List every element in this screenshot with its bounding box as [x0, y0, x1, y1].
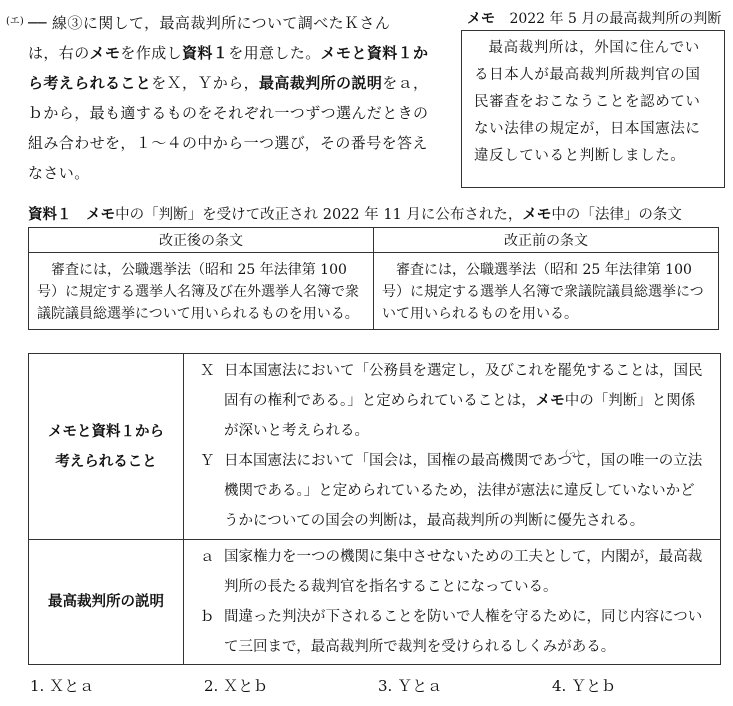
question-line: ら考えられることをＸ，Ｙから，最高裁判所の説明をａ， [28, 74, 429, 92]
memo-text: 最高裁判所は，外国に住んでいる日本人が最高裁判所裁判官の国民審査をおこなうことを認めていない法律の規定が，日本国憲法に違反していると判断しました。 [474, 40, 701, 164]
question-line: なさい。 [28, 164, 90, 182]
col-before-header: 改正前の条文 [374, 228, 719, 253]
after-article-text: 審査には，公職選挙法（昭和 25 年法律第 100 号）に規定する選挙人名簿及び在外選挙人名簿で衆議院議員総選挙について用いられるものを用いる。 [29, 253, 374, 330]
choice-tag: Ｘ [200, 363, 215, 379]
question-line: 組み合わせを，１～４の中から一つ選び，その番号を答え [28, 134, 428, 152]
answer-option-2[interactable]: 2. Ｘとｂ [204, 677, 269, 695]
explanation-cell [184, 540, 721, 665]
choice-x: Ｘ 日本国憲法において「公務員を選定し，及びこれを罷免することは，国民固有の権利である。」と定められていることは，メモ中の「判断」と関係が深いと考えられる。 [200, 356, 706, 446]
answer-option-3[interactable]: 3. Ｙとａ [378, 677, 443, 695]
answer-option-4[interactable]: 4. Ｙとｂ [552, 677, 617, 695]
choice-tag: ａ [200, 549, 215, 565]
memo-title [467, 8, 721, 28]
shiryo-label: 資料１ [28, 207, 72, 223]
choices-table [28, 353, 721, 665]
shiryo-title: 資料１ メモ中の「判断」を受けて改正され 2022 年 11 月に公布された，メモ中の「法律」の条文 [28, 207, 682, 223]
choice-a: ａ 国家権力を一つの機関に集中させないための工夫として，内閣が，最高裁判所の長たる裁判官を指名することになっている。 [200, 542, 706, 602]
question-number: (エ) [6, 16, 24, 27]
row-head-considerations: メモと資料１から 考えられること [29, 354, 184, 540]
memo-label: メモ [467, 11, 495, 27]
question-text [28, 8, 448, 188]
question-line: は，右のメモを作成し資料１を用意した。メモと資料１か [28, 44, 429, 62]
answer-option-1[interactable]: 1. Ｘとａ [30, 677, 95, 695]
question-line: ｂから，最も適するものをそれぞれ一つずつ選んだときの [28, 104, 429, 122]
considerations-cell [184, 354, 721, 540]
row-head-explanation: 最高裁判所の説明 [29, 540, 184, 665]
col-after-header: 改正後の条文 [29, 228, 374, 253]
article-table [28, 227, 719, 330]
choice-tag: ｂ [200, 609, 215, 625]
choice-b: ｂ 間違った判決が下されることを防いで人権を守るために，同じ内容について三回まで，最高裁判所で裁判を受けられるしくみがある。 [200, 602, 706, 662]
memo-heading: 2022 年 5 月の最高裁判所の判断 [509, 11, 722, 27]
memo-box [461, 30, 725, 188]
choice-y: Ｙ 日本国憲法において「国会は，国権の最高機関であつ （っ） て，国の唯一の立法機関である。」と定められているため，法律が憲法に違反していないかどうかについての国会の判断は，最高裁判所の判断に優先される。 [200, 446, 706, 536]
question-line: ── 線③に関して，最高裁判所について調べたＫさん [28, 14, 391, 32]
choice-tag: Ｙ [200, 453, 215, 469]
before-article-text: 審査には，公職選挙法（昭和 25 年法律第 100 号）に規定する選挙人名簿で衆議院議員総選挙について用いられるものを用いる。 [374, 253, 719, 330]
